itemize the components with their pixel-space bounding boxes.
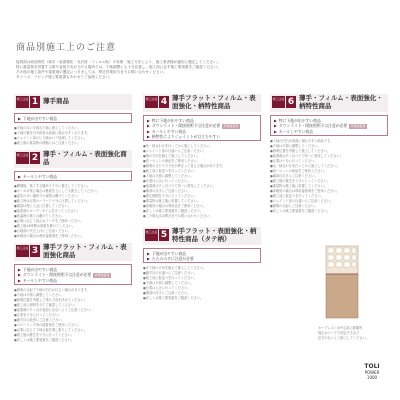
arrow-icon: ▶ (18, 173, 21, 179)
section-body: ●照明の反射で下地の凹凸が目立つ場合があります。 ●下地は平滑に調整してください。 ●照明位置を考慮して張り方向を決めてください。 ●施工前に照明を当てて確認してください。 ●接着剤のクシ目が表面に出ないようご注意ください。 ●圧着を十分に行ってください。 ●継ぎ目の段差にご注意ください。 ●フローリング用の接着剤をご使用ください。 ●必要に応じて下地合板を増し張りしてください。 ●施工後は養生を十分に行ってください。 ●詳しくは施工要領書をご確認ください。 (14, 288, 94, 342)
note-tag: 特殊接着剤 (95, 272, 110, 277)
note-item: ▶ ダウンライト・間接照明下は注意が必要 特殊接着剤 (18, 271, 110, 277)
note-item: ▶ 特に下地が出やすい商品 (147, 117, 194, 123)
note-item: ▶ 柄特性によりジョイントが目立ちやすい (147, 133, 221, 139)
section-header-4 (143, 94, 261, 112)
note-item: ▶ カールしやすい商品 (18, 173, 58, 179)
note-item: ▶ カールしやすい商品 (18, 277, 58, 283)
caution-badge: 施工注意 (145, 96, 158, 108)
arrow-icon: ▶ (274, 122, 277, 128)
note-item: ▶ ダウンライト・間接照明下は注意が必要 特殊接着剤 (274, 122, 366, 128)
note-box (14, 264, 132, 285)
arrow-icon: ▶ (147, 117, 150, 123)
note-item: ▶ たたみのぞに注意が必要 (147, 255, 194, 261)
figure-caption: カーブレストは中心部に数箇所 仮止めテープで固定するなど 浮きのないよう施工してください。 (318, 326, 369, 340)
section-title: 薄手フラット・フィルム・表面強化商品 (43, 243, 127, 259)
section-number: 1 (31, 97, 39, 107)
note-box (14, 113, 132, 123)
arrow-icon: ▶ (147, 133, 150, 139)
column-3 (270, 94, 388, 214)
section-body: ●開梱後、施工する場所で十分に養生してください。 ●カールが残る場合は裏面を上にして平置きしてください。 ●湿気の多い場所での保管は避けてください。 ●施工時は圧着ローラーで十分に圧着してください。 ●端部は特に入念に圧着してください。 ●接着剤のオープンタイムを守ってください。 ●低温時の施工は避けてください。 ●必要に応じて仮止めテープをご使用ください。 ●施工後24時間は荷重を避けてください。 ●目地部の突き上げにご注意ください。 ●床暖房の場合は専用接着剤をご使用ください。 (14, 184, 100, 238)
section-title: 薄手・フィルム・表面強化・柄特性商品 (299, 94, 383, 110)
section-header-6 (270, 94, 388, 112)
intro-line: 特に重量物を設置する際や直射日光が当たる場所では、下地調整にも十分注意し、施工前に必ず施工要領書をご確認ください。 (16, 65, 221, 69)
logo-mark: TOLI (364, 363, 380, 370)
page-title: 商品別施工上のご注意 (16, 43, 117, 53)
arrow-icon: ▶ (274, 128, 277, 134)
arrow-icon: ▶ (147, 250, 150, 256)
intro-line: タワーズ・リビング施工要領書もあわせてご参照ください。 (16, 75, 113, 79)
note-item: ▶ 下地が出やすい商品 (18, 115, 58, 121)
material-illustration (322, 244, 362, 320)
arrow-icon: ▶ (18, 115, 21, 121)
logo-text: POWER 1000 (364, 370, 380, 380)
section-number: 2 (31, 153, 39, 163)
intro-line: 接着剤は商品特性（薄手・表面強化・光沢度・フィルム貼）の有無・施工方法により、施工業者様が適切に選定してください。 (16, 60, 221, 64)
caution-badge: 施工注意 (16, 96, 29, 108)
note-item: ▶ 下地が出やすい商品 (18, 266, 58, 272)
note-item: ▶ ダウンライト・間接照明下は注意が必要 特殊接着剤 (147, 122, 239, 128)
caution-badge: 施工注意 (16, 152, 29, 164)
note-box (14, 171, 132, 181)
arrow-icon: ▶ (147, 128, 150, 134)
arrow-icon: ▶ (18, 266, 21, 272)
section-body: ●下地の凹凸が表面に現れやすい商品です。 ●下地は平滑に調整してください。 ●照明位置を考慮して施工してください。 ●接着剤はクシ目ゴテで均一に塗布してください。 ●圧着は十分に行ってください。 ●色・柄合わせを行ってから施工してください。 ●同一ロットの商品をご使用ください。 ●端部の浮きにご注意ください。 ●施工後の養生を十分にとってください。 ●重量物は施工後に設置してください。 ●床暖房の場合は専用接着剤をご使用ください。 ●施工前に仮並べを行ってください。 ●ジョイント部の目違いにご注意ください。 ●照明の反射にご注意ください。 ●詳しくは施工要領書をご確認ください。 (270, 139, 343, 213)
caution-badge: 施工注意 (145, 229, 158, 241)
section-header-3 (14, 243, 132, 261)
note-tag: 特殊接着剤 (351, 123, 366, 128)
note-box (143, 248, 261, 263)
arrow-icon: ▶ (18, 277, 21, 283)
section-number: 4 (160, 97, 168, 107)
section-header-2 (14, 150, 132, 168)
arrow-icon: ▶ (147, 122, 150, 128)
arrow-icon: ▶ (274, 117, 277, 123)
section-title: 薄手フラット・表面強化・柄特性商品（タテ柄） (172, 227, 257, 243)
section-number: 5 (160, 230, 168, 240)
intro-text (16, 60, 386, 80)
note-item: ▶ 下地が出やすい商品 (147, 250, 187, 256)
section-header-5 (143, 227, 261, 245)
section-body: ●色・柄合わせを行ってから施工してください。 ●ジョイント部の目違いにご注意ください。 ●柄の方向を揃えて施工してください。 ●同一ロットの商品をご使用ください。 ●照明の当たり方で色が異なって見える場合があります。 ●施工前に仮並べを行ってください。 ●下地は平滑に調整してください。 ●圧着は入念に行ってください。 ●接着剤はクシ目ゴテで均一に塗布してください。 ●端部の浮きにご注意ください。 ●養生期間を十分にとってください。 ●重量物は施工後に設置してください。 ●床暖房の場合は専用品をご使用ください。 ●詳しくは施工要領書をご確認ください。 ●ご不明な点は弊社までお問い合わせください。 (143, 144, 226, 218)
section-title: 薄手・フィルム・表面強化商品 (43, 150, 127, 166)
intro-line: その他の施工条件や接着剤の選定につきましては、弊社営業担当までお問い合わせください。 (16, 70, 167, 74)
brand-logo (360, 363, 384, 380)
section-header-1 (14, 94, 132, 110)
caution-badge: 施工注意 (272, 96, 285, 108)
section-number: 6 (287, 97, 295, 107)
column-1 (14, 94, 132, 343)
arrow-icon: ▶ (18, 271, 21, 277)
caution-badge: 施工注意 (16, 245, 29, 257)
column-2 (143, 94, 261, 301)
note-item: ▶ 特に下地が出やすい商品 (274, 117, 321, 123)
arrow-icon: ▶ (147, 255, 150, 261)
note-box (143, 115, 261, 141)
section-body: ●タテ柄の方向を揃えて施工してください。 ●継ぎ目の目違いにご注意ください。 ●施工前に仮並べを行ってください。 ●下地は平滑に調整してください。 ●圧着は入念に行ってください。 ●端部の浮きにご注意ください。 ●詳しくは施工要領書をご確認ください。 (143, 266, 207, 300)
section-body: ●不陸のない平滑な下地に施工してください。 ●下地の継ぎ目や段差は表面に現れやすくなります。 ●ジョイント部のビス頭はパテ処理してください。 ●施工後の重量物の移動にはご注意ください。 (14, 126, 90, 145)
section-title: 薄手商品 (43, 97, 69, 105)
note-tag: 特殊接着剤 (224, 123, 239, 128)
section-number: 3 (31, 246, 39, 256)
section-title: 薄手フラット・フィルム・表面強化・柄特性商品 (172, 94, 256, 110)
note-box (270, 115, 388, 136)
note-item: ▶ カールしやすい商品 (147, 128, 187, 134)
note-item: ▶ カールしやすい商品 (274, 128, 314, 134)
